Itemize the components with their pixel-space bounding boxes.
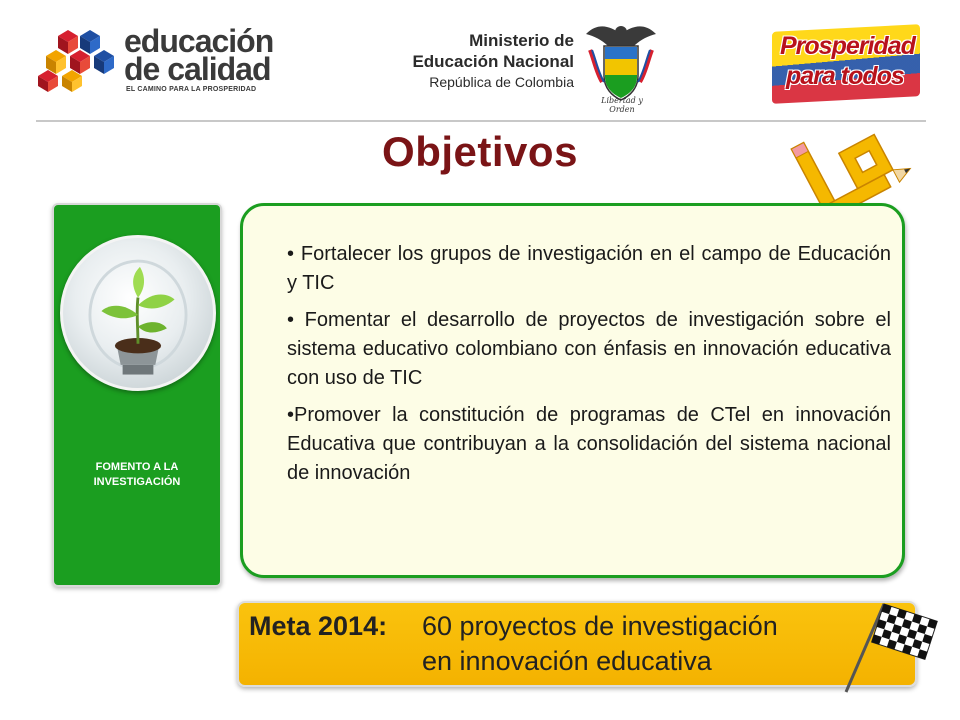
edu-logo-tagline: EL CAMINO PARA LA PROSPERIDAD: [126, 86, 257, 93]
ministry-line3: República de Colombia: [429, 74, 574, 90]
seal-caption: Libertad y Orden: [601, 96, 643, 114]
lightbulb-image: [60, 235, 216, 391]
panel-label: [54, 460, 220, 490]
ministry-line1: Ministerio de: [469, 31, 574, 50]
edu-logo-line1: educación: [124, 23, 274, 59]
objectives-box: [240, 203, 905, 578]
prosperity-line1: Prosperidad: [780, 32, 915, 60]
checkered-flag-icon: [838, 596, 948, 696]
objective-item: •Promover la constitución de programas de CTel en innovación Educativa que contribuyan a la consolidación del sistema nacional de innovación: [287, 404, 891, 484]
panel-label-line2: INVESTIGACIÓN: [93, 476, 181, 488]
objective-item: • Fortalecer los grupos de investigación en el campo de Educación y TIC: [287, 243, 891, 294]
meta-line1: 60 proyectos de investigación: [422, 611, 778, 641]
meta-2014-banner: [237, 601, 917, 687]
panel-label-line1: FOMENTO A LA: [95, 461, 179, 473]
stacked-cubes-icon: [36, 28, 118, 94]
edu-logo-line2: de calidad: [124, 51, 271, 87]
fomento-panel: [52, 203, 222, 587]
prosperidad-para-todos-logo: [772, 22, 922, 106]
ministry-line2: Educación Nacional: [412, 52, 574, 71]
lightbulb-plant-icon: [63, 238, 213, 388]
page-title: Objetivos: [382, 128, 578, 175]
meta-line2: en innovación educativa: [422, 646, 712, 676]
meta-label: Meta 2014:: [249, 611, 388, 641]
objective-item: • Fomentar el desarrollo de proyectos de investigación sobre el sistema educativo colombiano con énfasis en innovación educativa con uso de TIC: [287, 309, 891, 389]
prosperity-line2: para todos: [786, 62, 904, 90]
objectives-list: [287, 240, 891, 496]
educacion-de-calidad-logo: [36, 24, 286, 98]
ministerio-logo: [394, 30, 574, 96]
